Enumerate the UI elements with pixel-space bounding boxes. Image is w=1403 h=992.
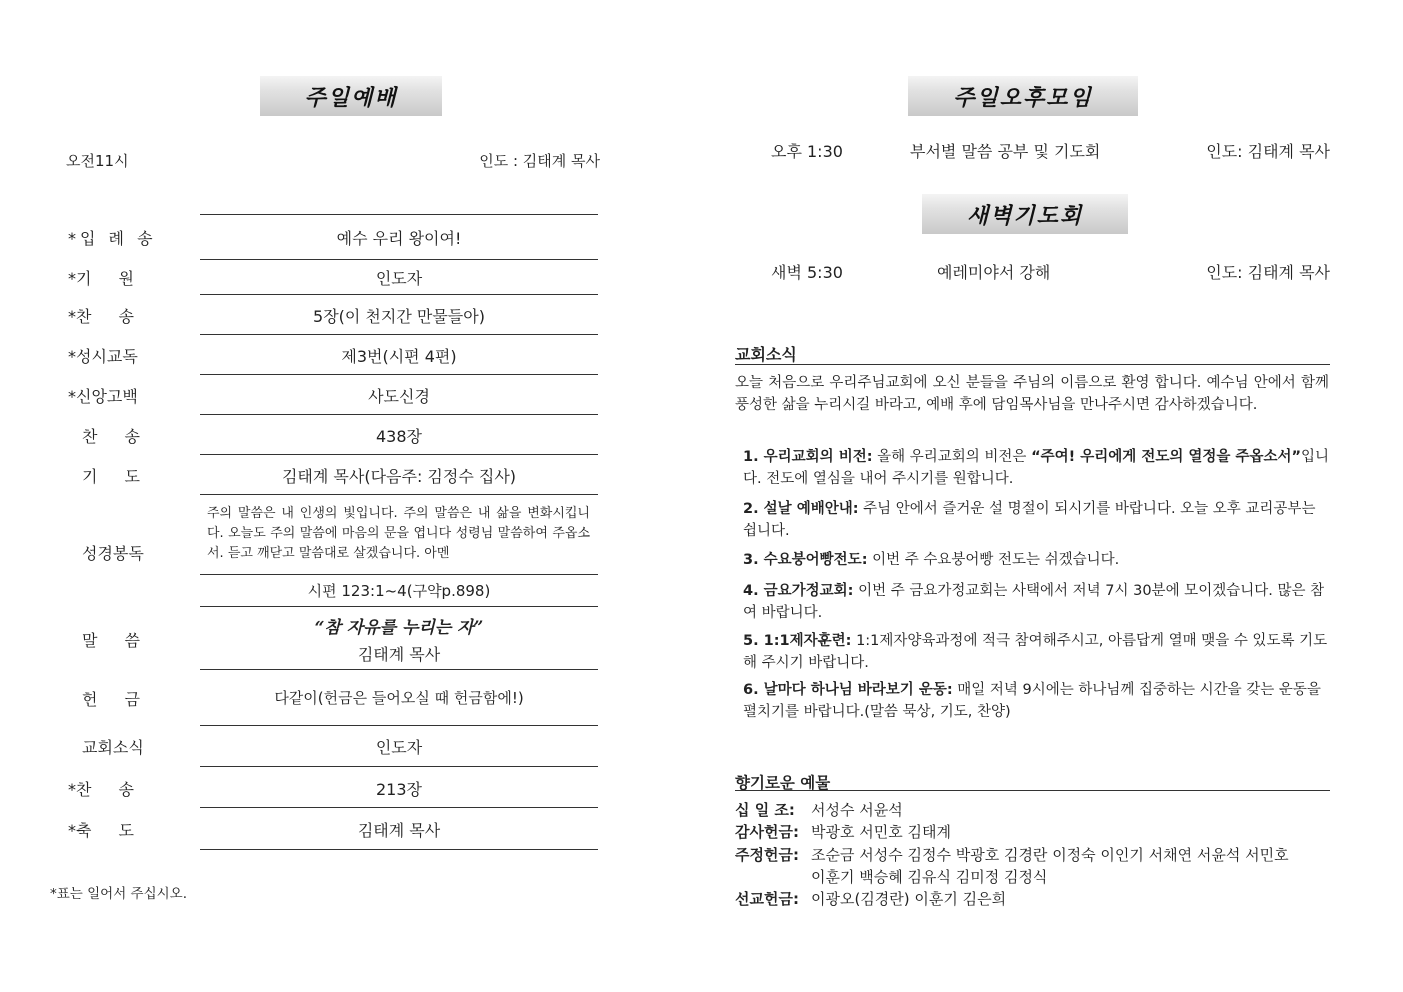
news-item-head: 6. 날마다 하나님 바라보기 운동:: [743, 682, 953, 698]
table-line: [200, 807, 598, 808]
news-item-text: 1:1제자양육과정에 적극 참여해주시고, 아름답게 열매 맺을 수 있도록 기도해 주시기 바랍니다.: [743, 633, 1328, 671]
news-item: [743, 498, 1331, 542]
news-item-head: 2. 설날 예배안내:: [743, 501, 859, 517]
worship-time: 오전11시: [66, 152, 129, 170]
table-line: [200, 294, 598, 295]
table-line: [200, 374, 598, 375]
afternoon-desc: 부서별 말씀 공부 및 기도회: [910, 142, 1101, 161]
table-line: [200, 214, 598, 215]
order-value: 예수 우리 왕이여!: [336, 229, 462, 248]
dawn-leader: 인도: 김태계 목사: [1206, 263, 1330, 282]
order-value: 인도자: [375, 738, 423, 757]
news-item-head: 1. 우리교회의 비전:: [743, 449, 873, 465]
news-item-head: 5. 1:1제자훈련:: [743, 633, 852, 649]
news-item-text: 매일 저녁 9시에는 하나님께 집중하는 시간을 갖는 운동을 펼치기를 바랍니다.(말씀 묵상, 기도, 찬양): [743, 682, 1321, 720]
footnote: *표는 일어서 주십시오.: [50, 886, 187, 902]
sermon-preacher: 김태계 목사: [357, 645, 441, 664]
dawn-title: 새벽기도회: [922, 194, 1128, 234]
divider: [735, 790, 1330, 791]
scripture-prayer: 주의 말씀은 내 인생의 빛입니다. 주의 말씀은 내 삶을 변화시킵니다. 오늘도 주의 말씀에 마음의 문을 엽니다 성령님 말씀하여 주옵소서. 듣고 깨닫고 말씀대로 살겠습니다. 아멘: [207, 506, 590, 561]
worship-title: 주일예배: [260, 76, 442, 116]
order-label: *입 례 송: [68, 229, 157, 248]
order-value: 438장: [376, 427, 422, 446]
news-item-tail: 입니다. 전도에 열심을 내어 주시기를 원합니다.: [743, 449, 1330, 487]
news-item-text: 주님 안에서 즐거운 설 명절이 되시기를 바랍니다. 오늘 오후 교리공부는 쉽니다.: [743, 501, 1316, 539]
order-label: 헌 금: [82, 690, 140, 709]
order-label: *찬 송: [68, 307, 134, 326]
worship-leader: 인도 : 김태계 목사: [479, 152, 600, 170]
offering-label: 주정헌금:: [735, 846, 799, 864]
offering-label: 십 일 조:: [735, 801, 795, 819]
news-item-text: 올해 우리교회의 비전은: [877, 449, 1027, 465]
table-line: [200, 334, 598, 335]
table-line: [200, 574, 598, 575]
table-line: [200, 414, 598, 415]
news-item-text: 이번 주 수요붕어빵 전도는 쉬겠습니다.: [872, 552, 1120, 568]
offering-label: 감사헌금:: [735, 823, 799, 841]
dawn-desc: 예레미야서 강해: [937, 263, 1051, 282]
order-value: 김태계 목사: [357, 821, 441, 840]
offering-names: 조순금 서성수 김정수 박광호 김경란 이정숙 이인기 서채연 서윤석 서민호: [811, 846, 1289, 864]
order-label: 성경봉독: [82, 544, 144, 563]
news-item: [743, 679, 1331, 723]
table-line: [200, 669, 598, 670]
offering-names: 이훈기 백승혜 김유식 김미정 김정식: [811, 868, 1048, 886]
order-label: *성시교독: [68, 347, 138, 366]
table-line: [200, 454, 598, 455]
order-value: 다같이(헌금은 들어오실 때 헌금함에!): [274, 689, 524, 707]
offering-label: 선교헌금:: [735, 890, 799, 908]
scripture-reference: 시편 123:1~4(구약p.898): [307, 582, 491, 600]
news-item-head: 4. 금요가정교회:: [743, 583, 854, 599]
dawn-time: 새벽 5:30: [771, 263, 843, 282]
order-value: 인도자: [375, 269, 423, 288]
afternoon-time: 오후 1:30: [771, 142, 843, 161]
order-value: 사도신경: [368, 387, 430, 406]
order-label: 찬 송: [82, 427, 140, 446]
news-item: [743, 549, 1331, 571]
sermon-title: “참 자유를 누리는 자”: [314, 618, 484, 638]
news-item: [743, 446, 1331, 490]
afternoon-leader: 인도: 김태계 목사: [1206, 142, 1330, 161]
order-value: 5장(이 천지간 만물들아): [313, 307, 485, 326]
order-value: 제3번(시편 4편): [341, 347, 457, 366]
order-value: 김태계 목사(다음주: 김정수 집사): [281, 467, 517, 486]
table-line: [200, 494, 598, 495]
offering-heading: 향기로운 예물: [735, 774, 831, 792]
afternoon-title: 주일오후모임: [908, 76, 1138, 116]
divider: [735, 364, 1330, 365]
offering-names: 서성수 서윤석: [811, 801, 903, 819]
news-item: [743, 630, 1331, 674]
order-label: 교회소식: [82, 738, 144, 757]
order-label: 말 씀: [82, 631, 140, 650]
news-intro: 오늘 처음으로 우리주님교회에 오신 분들을 주님의 이름으로 환영 합니다. 예수님 안에서 함께 풍성한 삶을 누리시길 바라고, 예배 후에 담임목사님을 만나주시면 감사하겠습니다.: [735, 375, 1329, 413]
vision-text: “주여! 우리에게 전도의 열정을 주옵소서”: [1031, 449, 1302, 465]
table-line: [200, 849, 598, 850]
offering-names: 박광호 서민호 김태계: [811, 823, 951, 841]
news-item: [743, 580, 1331, 624]
news-heading: 교회소식: [735, 345, 797, 364]
table-line: [200, 259, 598, 260]
order-value: 213장: [376, 780, 422, 799]
order-label: 기 도: [82, 467, 140, 486]
order-label: *신앙고백: [68, 387, 138, 406]
offering-names: 이광오(김경란) 이훈기 김은희: [811, 890, 1007, 908]
order-label: *축 도: [68, 821, 134, 840]
table-line: [200, 606, 598, 607]
news-item-head: 3. 수요붕어빵전도:: [743, 552, 868, 568]
order-label: *기 원: [68, 269, 134, 288]
table-line: [200, 766, 598, 767]
table-line: [200, 725, 598, 726]
order-label: *찬 송: [68, 780, 134, 799]
news-item-text: 이번 주 금요가정교회는 사택에서 저녁 7시 30분에 모이겠습니다. 많은 참여 바랍니다.: [743, 583, 1325, 621]
